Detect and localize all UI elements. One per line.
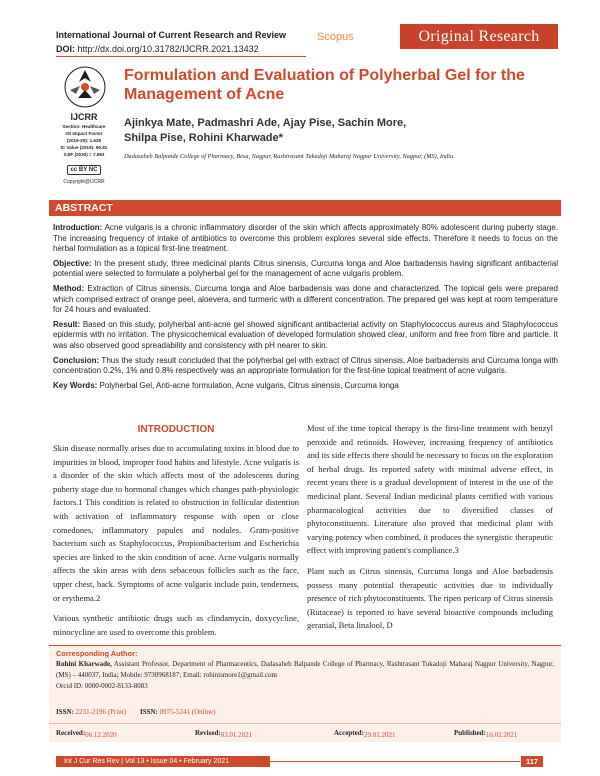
article-type-badge: Original Research — [400, 24, 558, 49]
keywords — [53, 381, 558, 392]
body-column-left — [53, 424, 299, 646]
footer-rule — [270, 761, 520, 762]
header-divider — [56, 56, 306, 57]
doi-line — [56, 44, 259, 54]
issn-label: ISSN: — [140, 708, 158, 716]
abstract-text: In the present study, three medicinal plants Citrus sinensis, Curcuma longa and Aloe barbadensis having significant antibacterial potential were selected to formulate a polyherbal gel for the management of acne vulgaris problem. — [53, 258, 558, 279]
paragraph: Various synthetic antibiotic drugs such as clindamycin, doxycycline, minocycline are used to overcome this problem. — [53, 613, 299, 637]
abstract-label: Objective: — [53, 258, 92, 268]
doi-label: DOI: — [56, 44, 75, 54]
metric-line: Section: Healthcare — [62, 124, 106, 129]
corresponding-author-box — [49, 645, 561, 742]
abstract-text: Acne vulgaris is a chronic inflammatory disorder of the skin which affects approximately 80% adolescent during puberty stage. The increasing frequency of intake of antibiotics to overcome this problem explores several side effects. Therefore it needs to focus on the herbal formulation as a topical first-line treatment. — [53, 223, 558, 254]
issn-line — [56, 708, 215, 716]
date-value: 06.12.2020 — [85, 731, 117, 739]
metric-line: ISI Impact Factor — [65, 131, 103, 136]
copyright-text: Copyright@IJCRR — [63, 179, 105, 185]
article-dates — [49, 727, 561, 740]
paragraph: Most of the time topical therapy is the first-line treatment with benzyl peroxide and retinoids. However, increasing frequency of antibiotics and its side effects there should be necessary to focus on the exploration of herbal drugs. Its reported safety with minimal adverse effect, in recent years there is a gradual development of interest in the use of the medicinal plant. Several Indian medicinal plants certified with various pharmacological activities due to diversified classes of phytoconstituents. Literature also proved that medicinal plant with varying potency when combined, it produces the synergistic therapeutic effect with improving patient's compliance.3 — [307, 423, 553, 556]
date-label: Received: — [56, 729, 86, 737]
body-column-right — [307, 422, 553, 640]
affiliation: Dadasaheb Balpande College of Pharmacy, Besa, Nagpur, Rashtrasant Tukadoji Maharaj Nagpur University, Nagpur, (MS), India. — [124, 153, 455, 160]
footer-citation: Int J Cur Res Rev | Vol 13 • Issue 04 • February 2021 — [56, 756, 270, 767]
accepted-date — [334, 729, 396, 739]
cc-license-icon: cc BY NC — [67, 165, 102, 175]
logo-name: IJCRR — [70, 112, 98, 122]
journal-logo-icon — [62, 64, 108, 110]
abstract-body — [53, 223, 558, 395]
metric-line: SJIF (2020) = 7.893 — [63, 152, 105, 157]
page-number: 117 — [521, 756, 543, 767]
scopus-label: Scopus — [317, 31, 354, 43]
abstract-result — [53, 320, 558, 352]
abstract-label: Introduction: — [53, 223, 103, 232]
abstract-text: Extraction of Citrus sinensis, Curcuma longa and Aloe barbadensis was done and characterized. The topical gels were prepared which comprised extract of orange peel, aloevera, and turmeric with a different concentration. The prepared gel was kept at room temperature for 24 hours and evaluated. — [53, 283, 558, 315]
received-date — [56, 729, 117, 739]
issn-label: ISSN: — [56, 708, 74, 716]
journal-metrics — [48, 112, 120, 185]
divider — [49, 645, 561, 646]
orcid: Orcid ID: 0000-0002-8133-8083 — [56, 682, 148, 690]
page-footer — [0, 756, 600, 767]
corresponding-name: Rohini Kharwade, — [56, 660, 112, 668]
article-title: Formulation and Evaluation of Polyherbal Gel for the Management of Acne — [124, 67, 525, 103]
keywords-label: Key Words: — [53, 380, 98, 390]
abstract-text: Based on this study, polyherbal anti-acne gel showed significant antibacterial activity on Staphylococcus aureus and Staphylococcus epidermis with no irritation. The physicochemical evaluation of developed formulation showed clear, uniform and free from fibre and particle. It was also observed good spreadability and consistency with pH nearer to skin. — [53, 319, 558, 350]
abstract-objective — [53, 259, 558, 280]
introduction-heading: INTRODUCTION — [137, 424, 215, 435]
abstract-label: Method: — [53, 283, 85, 293]
abstract-conclusion — [53, 356, 558, 377]
abstract-method — [53, 284, 558, 316]
date-value: 16.02.2021 — [485, 731, 518, 739]
paragraph: Plant such as Citrus sinensis, Curcuma longa and Aloe barbadensis possess many potential therapeutic activities due to individually presence of rich phytoconstituents. The ripen pericarp of Citrus sinensis (Rutaceae) is reported to have several bioactive compounds including geranial, Beta linalool, D — [307, 565, 553, 631]
date-label: Published: — [454, 729, 486, 737]
issn-print: 2231-2196 (Print) — [73, 708, 127, 716]
corresponding-details — [56, 659, 554, 692]
date-value: 29.01.2021 — [363, 731, 396, 739]
journal-name: International Journal of Current Research and Review — [56, 30, 287, 40]
published-date — [454, 729, 518, 739]
date-label: Revised: — [195, 729, 221, 737]
date-label: Accepted: — [334, 729, 364, 737]
corresponding-text: Assistant Professor, Department of Pharmaceutics, Dadasaheb Balpande College of Pharmacy, Rashtrasant Tukadoji Maharaj Nagpur University, Nagpur, (MS) – 440037, India; Mobile: 9730968187; Email: rohinismore1@gmail.com — [56, 660, 554, 679]
date-value: 03.01.2021 — [220, 731, 253, 739]
divider — [49, 723, 561, 724]
author-list: Ajinkya Mate, Padmashri Ade, Ajay Pise, Sachin More, Shilpa Pise, Rohini Kharwade* — [124, 117, 407, 144]
abstract-label: Result: — [53, 319, 81, 329]
abstract-heading: ABSTRACT — [49, 200, 561, 216]
metric-line: IC Value (2019): 90.81 — [60, 145, 108, 150]
abstract-label: Conclusion: — [53, 355, 100, 365]
abstract-introduction — [53, 223, 558, 255]
paragraph: Skin disease normally arises due to accumulating toxins in blood due to impurities in blood, improper food habits and lifestyle. Acne vulgaris is a disorder of the skin which affects most of the adolescents during puberty stage due to hormonal changes which changes path-physiologic factors.1 This condition is related to obstruction in follicular distention with activation of inflammatory response with open or close comedones, inflammatory papules and nodules. Gram-positive bacterium such as Staphylococcus, Propionibacterium and Escherichia species are linked to the skin condition of acne. Acne vulgaris normally affects the skin areas with dens sebaceous follicles such as the face, upper chest, back. Symptoms of acne vulgaris include pain, tenderness, or erythema.2 — [53, 443, 299, 603]
revised-date — [195, 729, 253, 739]
keywords-text: Polyherbal Gel, Anti-acne formulation, Acne vulgaris, Citrus sinensis, Curcuma longa — [97, 380, 399, 390]
doi-link[interactable]: http://dx.doi.org/10.31782/IJCRR.2021.13432 — [77, 44, 259, 54]
metric-line: (2019-20): 1.628 — [66, 138, 102, 143]
corresponding-heading: Corresponding Author: — [56, 649, 138, 658]
issn-online: 0975-5241 (Online) — [157, 708, 216, 716]
abstract-text: Thus the study result concluded that the polyherbal gel with extract of Citrus sinensis, Aloe barbadensis and Curcuma longa with concentration 0.2%, 1% and 0.8% respectively was an appropriate formulation for the first-line topical treatment of acne vulgaris. — [53, 355, 558, 376]
